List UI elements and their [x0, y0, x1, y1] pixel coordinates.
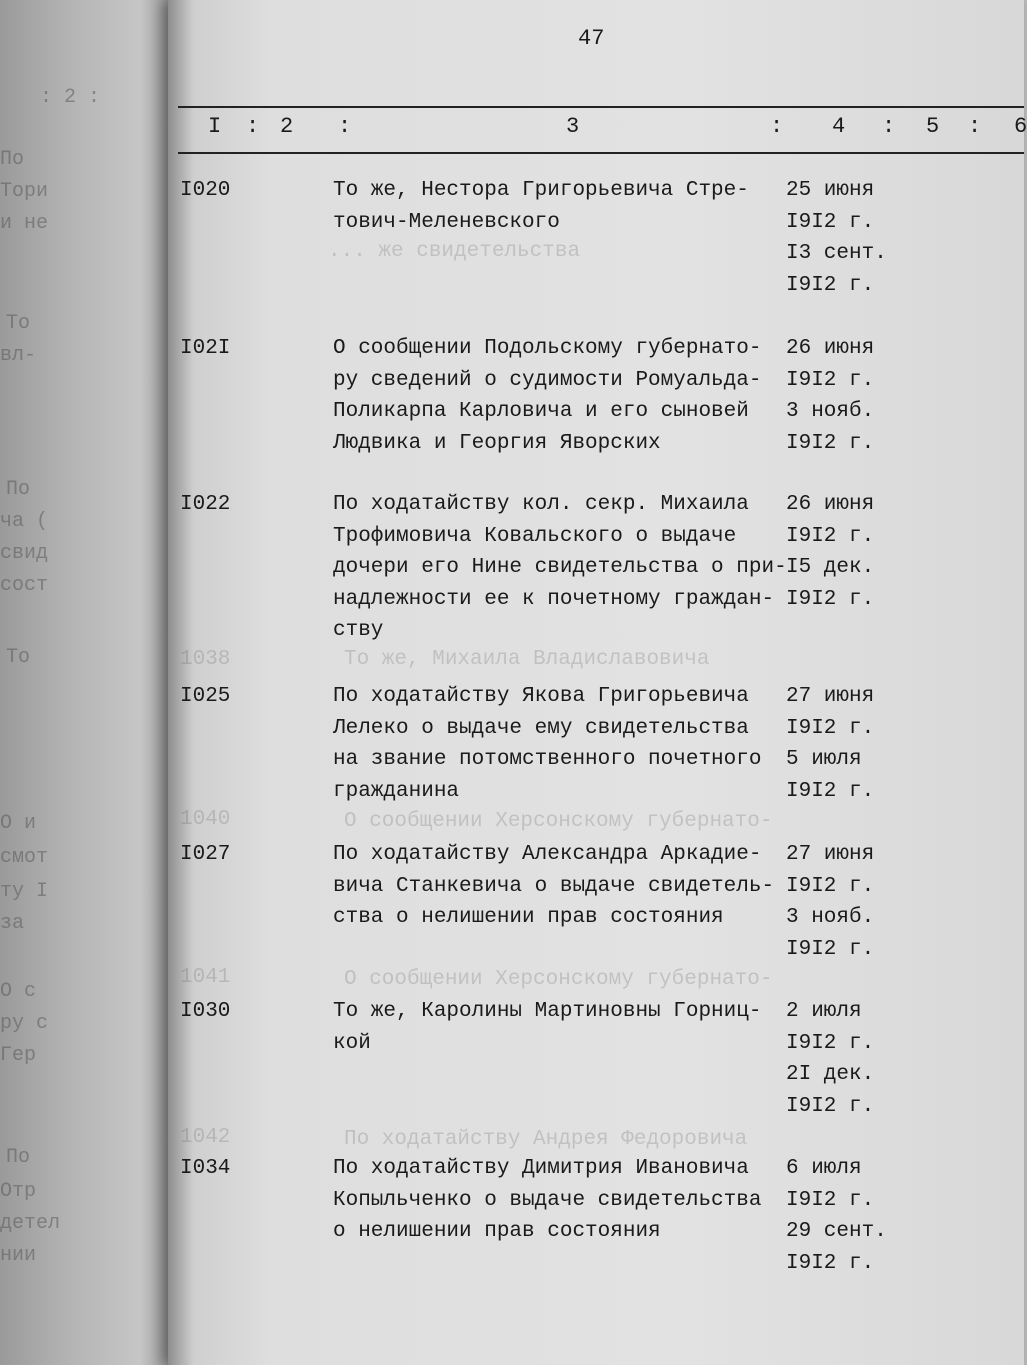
date-line: I9I2 г. — [786, 1094, 875, 1118]
entry-number: I027 — [180, 843, 231, 866]
left-page-fragment: ту I — [0, 880, 49, 903]
bleed-through-text: По ходатайству Андрея Федоровича — [344, 1128, 748, 1151]
date-line: 25 июня — [786, 179, 875, 202]
bleed-through-text: О сообщении Херсонскому губернато- — [344, 810, 773, 833]
column-header-6: 6 — [1014, 114, 1027, 139]
entry-description — [333, 333, 793, 459]
left-page-fragment: То — [6, 646, 31, 669]
left-page-fragment: По — [6, 478, 31, 501]
left-page-fragment: за — [0, 912, 25, 935]
entry-dates — [786, 333, 906, 459]
column-separator: : — [968, 114, 982, 139]
left-page-fragment: По — [0, 148, 25, 171]
description-line: ру сведений о судимости Ромуальда- — [333, 368, 762, 392]
description-line: Лелеко о выдаче ему свидетельства — [333, 716, 749, 740]
date-line: 27 июня — [786, 685, 875, 708]
column-header-5: 5 — [926, 114, 940, 139]
entry-dates — [786, 839, 906, 965]
document-page — [168, 0, 1027, 1365]
date-line: 3 нояб. — [786, 400, 875, 423]
entry-number: I022 — [180, 493, 231, 516]
description-line: кой — [333, 1031, 371, 1055]
date-line: 2I дек. — [786, 1063, 875, 1086]
entry-description — [333, 1153, 793, 1248]
left-page-fragment: свид — [0, 542, 49, 565]
entry-description — [333, 996, 793, 1059]
description-line: По ходатайству Якова Григорьевича — [333, 685, 749, 708]
left-page-fragment: сост — [0, 574, 49, 597]
left-page-fragment: детел — [0, 1212, 61, 1235]
header-top-rule — [178, 106, 1024, 108]
left-page-fragment: вл- — [0, 344, 37, 367]
description-line: дочери его Нине свидетельства о при- — [333, 556, 787, 579]
description-line: Поликарпа Карловича и его сыновей — [333, 400, 749, 423]
date-line: I9I2 г. — [786, 587, 875, 611]
bleed-through-text: О сообщении Херсонскому губернато- — [344, 968, 773, 991]
column-separator: : — [882, 114, 896, 139]
date-line: I9I2 г. — [786, 431, 875, 455]
description-line: ству — [333, 619, 384, 642]
left-page-fragment: О и — [0, 812, 37, 835]
left-page-fragment: Отр — [0, 1180, 37, 1203]
date-line: I9I2 г. — [786, 779, 875, 803]
description-line: вича Станкевича о выдаче свидетель- — [333, 874, 775, 898]
date-line: I9I2 г. — [786, 1251, 875, 1275]
entry-number: I020 — [180, 179, 231, 202]
date-line: I9I2 г. — [786, 1031, 875, 1055]
description-line: По ходатайству Александра Аркадие- — [333, 843, 762, 866]
description-line: ства о нелишении прав состояния — [333, 906, 724, 929]
description-line: о нелишении прав состояния — [333, 1220, 661, 1243]
entry-number: I034 — [180, 1157, 231, 1180]
left-page-fragment: и не — [0, 212, 49, 235]
date-line: I9I2 г. — [786, 210, 875, 234]
date-line: 5 июля — [786, 748, 862, 771]
left-page-fragment: смот — [0, 846, 49, 869]
date-line: I9I2 г. — [786, 874, 875, 898]
bleed-through-text: 1038 — [180, 648, 231, 671]
description-line: То же, Каролины Мартиновны Горниц- — [333, 1000, 762, 1023]
date-line: I9I2 г. — [786, 716, 875, 740]
date-line: I3 сент. — [786, 242, 887, 265]
left-page — [0, 0, 175, 1365]
bleed-through-text: 1041 — [180, 966, 231, 989]
column-separator: : — [338, 114, 352, 139]
left-page-fragment: То — [6, 312, 31, 335]
left-page-fragment: нии — [0, 1244, 37, 1267]
date-line: 29 сент. — [786, 1220, 887, 1243]
entry-dates — [786, 175, 906, 301]
entry-dates — [786, 996, 906, 1122]
description-line: на звание потомственного почетного — [333, 748, 762, 771]
bleed-through-text: То же, Михаила Владиславовича — [344, 648, 710, 671]
description-line: По ходатайству кол. секр. Михаила — [333, 493, 749, 516]
description-line: тович-Меленевского — [333, 210, 560, 234]
entry-dates — [786, 489, 906, 615]
page-number: 47 — [578, 26, 605, 51]
description-line: О сообщении Подольскому губернато- — [333, 337, 762, 360]
entry-dates — [786, 1153, 906, 1279]
column-separator: : — [770, 114, 784, 139]
column-header-1: I — [208, 114, 222, 139]
left-page-fragment: О с — [0, 980, 37, 1003]
description-line: Трофимовича Ковальского о выдаче — [333, 524, 737, 548]
description-line: По ходатайству Димитрия Ивановича — [333, 1157, 749, 1180]
header-bottom-rule — [178, 152, 1024, 154]
description-line: Копыльченко о выдаче свидетельства — [333, 1188, 762, 1212]
date-line: 6 июля — [786, 1157, 862, 1180]
left-page-fragment: По — [6, 1146, 31, 1169]
entry-description — [333, 489, 793, 647]
description-line: То же, Нестора Григорьевича Стре- — [333, 179, 749, 202]
entry-number: I02I — [180, 337, 231, 360]
date-line: 2 июля — [786, 1000, 862, 1023]
left-page-fragment: : 2 : — [40, 86, 101, 109]
date-line: 26 июня — [786, 337, 875, 360]
date-line: 27 июня — [786, 843, 875, 866]
entry-number: I025 — [180, 685, 231, 708]
entry-description — [333, 175, 793, 238]
column-header-3: 3 — [566, 114, 580, 139]
date-line: I5 дек. — [786, 556, 875, 579]
entry-description — [333, 681, 793, 807]
entry-number: I030 — [180, 1000, 231, 1023]
date-line: 26 июня — [786, 493, 875, 516]
column-header-2: 2 — [280, 114, 294, 139]
date-line: I9I2 г. — [786, 273, 875, 297]
column-header-4: 4 — [832, 114, 846, 139]
date-line: I9I2 г. — [786, 1188, 875, 1212]
date-line: I9I2 г. — [786, 524, 875, 548]
left-page-fragment: Тори — [0, 180, 49, 203]
description-line: надлежности ее к почетному граждан- — [333, 587, 775, 611]
bleed-through-text: 1042 — [180, 1126, 231, 1149]
date-line: I9I2 г. — [786, 937, 875, 961]
description-line: гражданина — [333, 779, 460, 803]
bleed-through-text: 1040 — [180, 808, 231, 831]
entry-dates — [786, 681, 906, 807]
bleed-through-text: ... же свидетельства — [328, 240, 581, 263]
column-separator: : — [246, 114, 260, 139]
description-line: Людвика и Георгия Яворских — [333, 431, 661, 455]
left-page-fragment: ча ( — [0, 510, 49, 533]
entry-description — [333, 839, 793, 934]
date-line: 3 нояб. — [786, 906, 875, 929]
left-page-fragment: ру с — [0, 1012, 49, 1035]
date-line: I9I2 г. — [786, 368, 875, 392]
left-page-fragment: Гер — [0, 1044, 37, 1067]
table-header — [168, 114, 1027, 148]
